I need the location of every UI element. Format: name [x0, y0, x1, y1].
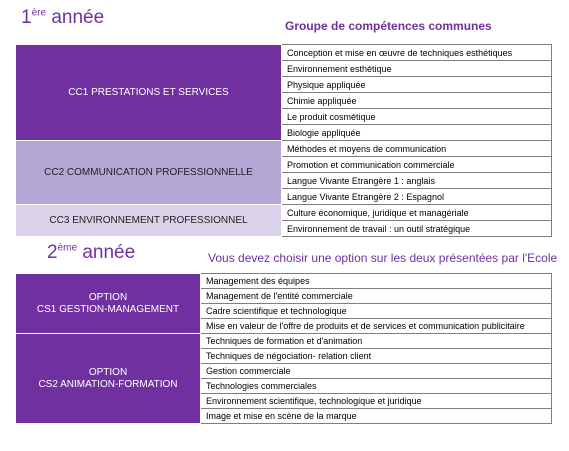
table-row	[16, 334, 552, 349]
list-item: Chimie appliquée	[282, 93, 552, 109]
list-item: Cadre scientifique et technologique	[201, 304, 552, 319]
list-item: Image et mise en scène de la marque	[201, 409, 552, 424]
year2-sup: ème	[57, 242, 78, 254]
list-item: Conception et mise en œuvre de techniques esthétiques	[282, 45, 552, 61]
list-item: Management des équipes	[201, 274, 552, 289]
list-item: Méthodes et moyens de communication	[282, 141, 552, 157]
year2-heading	[47, 242, 135, 264]
year1-heading	[21, 7, 104, 29]
option-cs2-label	[16, 334, 201, 424]
list-item: Le produit cosmétique	[282, 109, 552, 125]
list-item: Physique appliquée	[282, 77, 552, 93]
year2-number: 2	[47, 242, 58, 263]
list-item: Mise en valeur de l'offre de produits et de services et communication publicitaire	[201, 319, 552, 334]
table-row	[16, 141, 552, 157]
option-cs1-line1: OPTION	[88, 291, 128, 303]
option-cs1-line2: CS1 GESTION-MANAGEMENT	[36, 303, 180, 315]
list-item: Techniques de négociation- relation client	[201, 349, 552, 364]
list-item: Biologie appliquée	[282, 125, 552, 141]
year1-number: 1	[21, 7, 32, 28]
group-cc2-label: CC2 COMMUNICATION PROFESSIONNELLE	[16, 141, 282, 205]
list-item: Management de l'entité commerciale	[201, 289, 552, 304]
option-cs2-line2: CS2 ANIMATION-FORMATION	[38, 378, 178, 390]
list-item: Langue Vivante Etrangère 2 : Espagnol	[282, 189, 552, 205]
year2-word: année	[82, 242, 136, 263]
group-cc3-label: CC3 ENVIRONNEMENT PROFESSIONNEL	[16, 205, 282, 237]
table-row	[16, 205, 552, 221]
list-item: Environnement esthétique	[282, 61, 552, 77]
list-item: Langue Vivante Etrangère 1 : anglais	[282, 173, 552, 189]
group-cc1-label: CC1 PRESTATIONS ET SERVICES	[16, 45, 282, 141]
list-item: Culture économique, juridique et managériale	[282, 205, 552, 221]
table-row	[16, 274, 552, 289]
year2-subtitle: Vous devez choisir une option sur les deux présentées par l'Ecole	[208, 251, 558, 265]
year1-subtitle: Groupe de compétences communes	[285, 19, 492, 33]
list-item: Promotion et communication commerciale	[282, 157, 552, 173]
option-cs2-line1: OPTION	[88, 366, 128, 378]
year1-word: année	[51, 7, 105, 28]
year1-table	[15, 44, 552, 237]
list-item: Environnement de travail : un outil stratégique	[282, 221, 552, 237]
list-item: Environnement scientifique, technologique et juridique	[201, 394, 552, 409]
list-item: Gestion commerciale	[201, 364, 552, 379]
year2-table	[15, 273, 552, 424]
table-row	[16, 45, 552, 61]
list-item: Techniques de formation et d'animation	[201, 334, 552, 349]
list-item: Technologies commerciales	[201, 379, 552, 394]
year1-sup: ère	[31, 7, 47, 19]
option-cs1-label	[16, 274, 201, 334]
